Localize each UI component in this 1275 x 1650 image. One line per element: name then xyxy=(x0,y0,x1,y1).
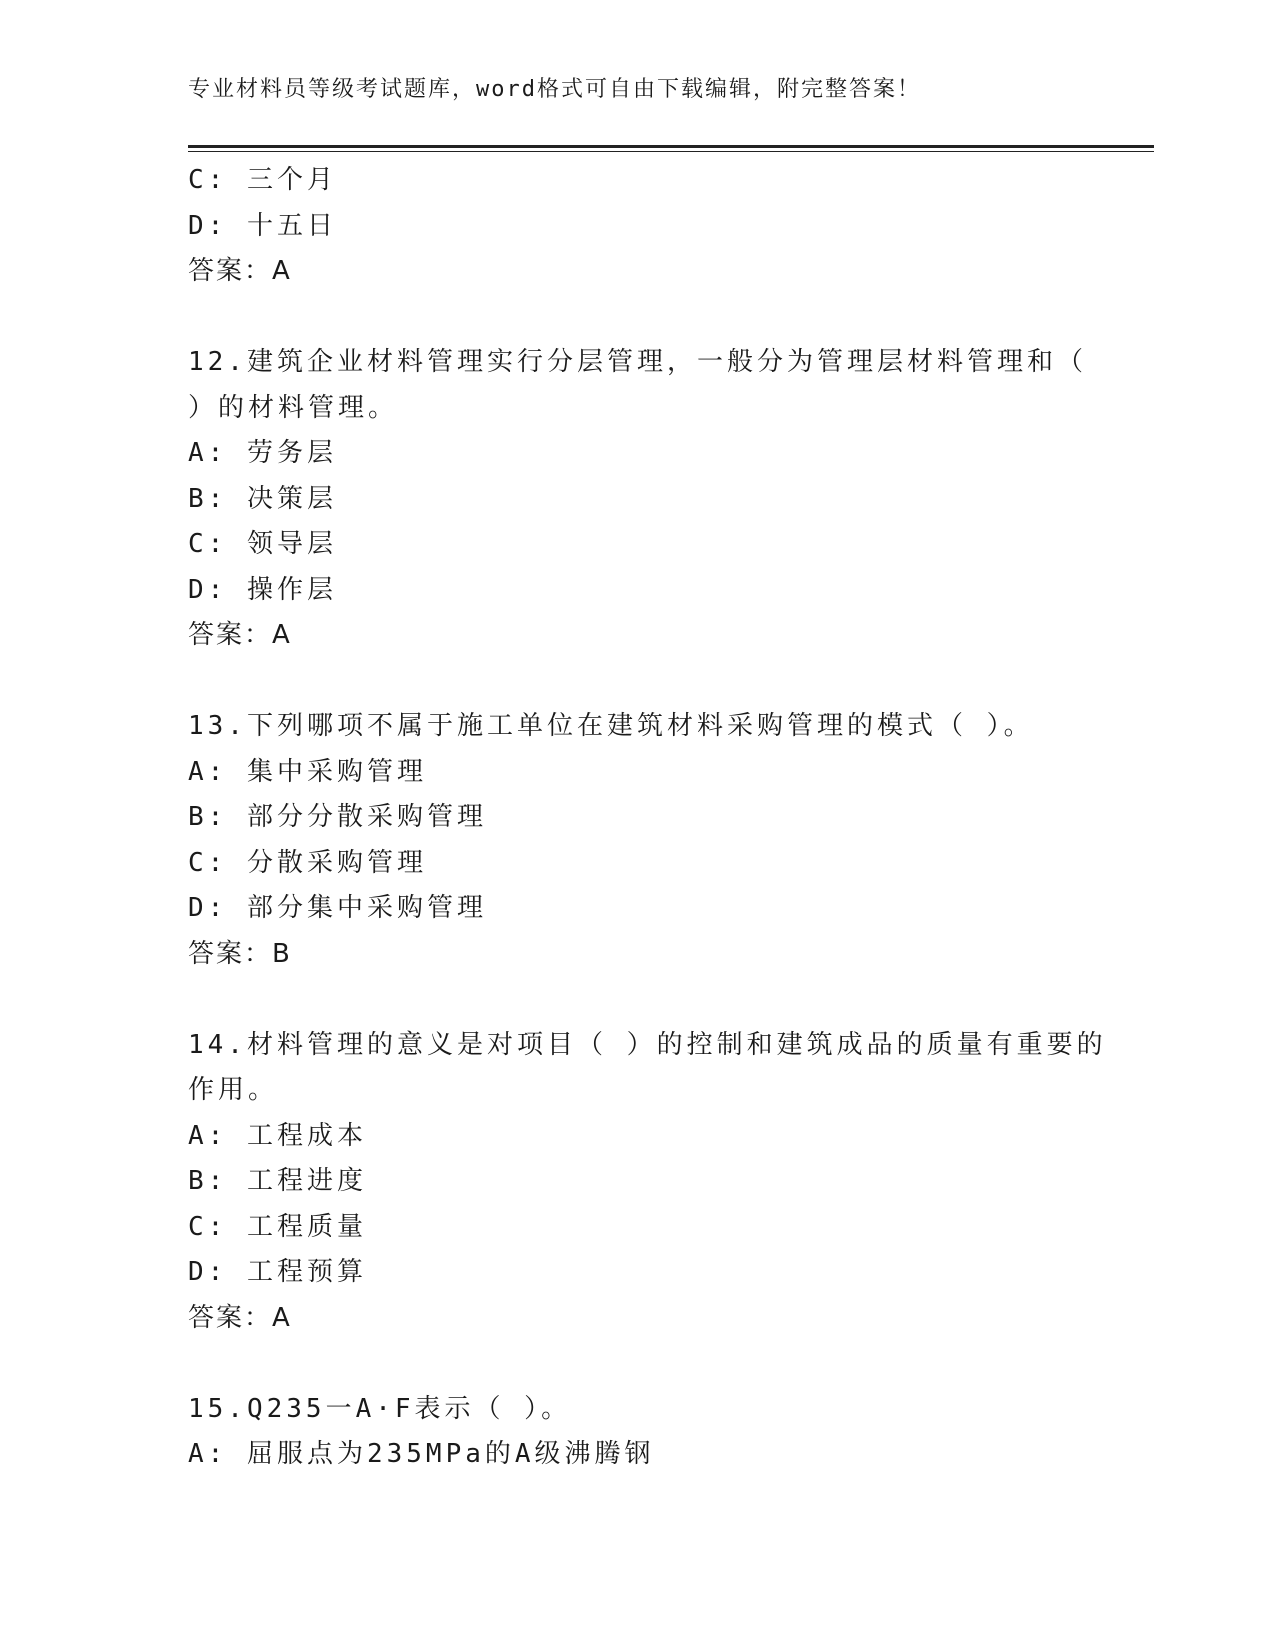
option-b: B: 部分分散采购管理 xyxy=(188,802,487,832)
option-a: A: 劳务层 xyxy=(188,438,337,468)
answer-line: 答案：B xyxy=(188,938,292,969)
spacer xyxy=(188,1341,1068,1387)
prev-question-tail xyxy=(188,158,1068,295)
option-c: C: 分散采购管理 xyxy=(188,847,427,878)
spacer xyxy=(188,295,1068,341)
option-c: C: 领导层 xyxy=(188,529,337,559)
option-c: C: 工程质量 xyxy=(188,1211,367,1242)
question-stem: 15.Q235一A·F表示（ ）。 xyxy=(188,1393,572,1424)
answer-line: 答案：A xyxy=(188,256,292,286)
option-d: D: 操作层 xyxy=(188,574,337,605)
question-stem: 14.材料管理的意义是对项目（ ）的控制和建筑成品的质量有重要的 xyxy=(188,1029,1107,1060)
question-list xyxy=(188,158,1107,1478)
header-rule-thick xyxy=(188,145,1154,148)
question-14 xyxy=(188,1023,1107,1342)
answer-line: 答案：A xyxy=(188,620,292,650)
option-b: B: 工程进度 xyxy=(188,1166,367,1196)
question-12 xyxy=(188,340,1087,659)
answer-line: 答案：A xyxy=(188,1302,292,1333)
option-b: B: 决策层 xyxy=(188,483,337,514)
question-stem-continued: 作用。 xyxy=(188,1075,279,1105)
option-d: D: 部分集中采购管理 xyxy=(188,893,487,923)
header-rule-thin xyxy=(188,151,1154,152)
option-d: D: 工程预算 xyxy=(188,1257,367,1287)
question-stem-continued: ）的材料管理。 xyxy=(188,392,399,423)
question-13 xyxy=(188,704,1068,977)
question-stem: 12.建筑企业材料管理实行分层管理，一般分为管理层材料管理和（ xyxy=(188,347,1087,377)
question-stem: 13.下列哪项不属于施工单位在建筑材料采购管理的模式（ ）。 xyxy=(188,711,1034,741)
option-c: C: 三个月 xyxy=(188,165,337,195)
page-header: 专业材料员等级考试题库，word格式可自由下载编辑，附完整答案！ xyxy=(188,77,921,102)
option-a: A: 工程成本 xyxy=(188,1120,367,1151)
spacer xyxy=(188,977,1068,1023)
option-a: A: 屈服点为235MPa的A级沸腾钢 xyxy=(188,1439,655,1469)
spacer xyxy=(188,659,1068,705)
option-a: A: 集中采购管理 xyxy=(188,756,427,787)
option-d: D: 十五日 xyxy=(188,210,337,241)
question-15 xyxy=(188,1387,1068,1478)
